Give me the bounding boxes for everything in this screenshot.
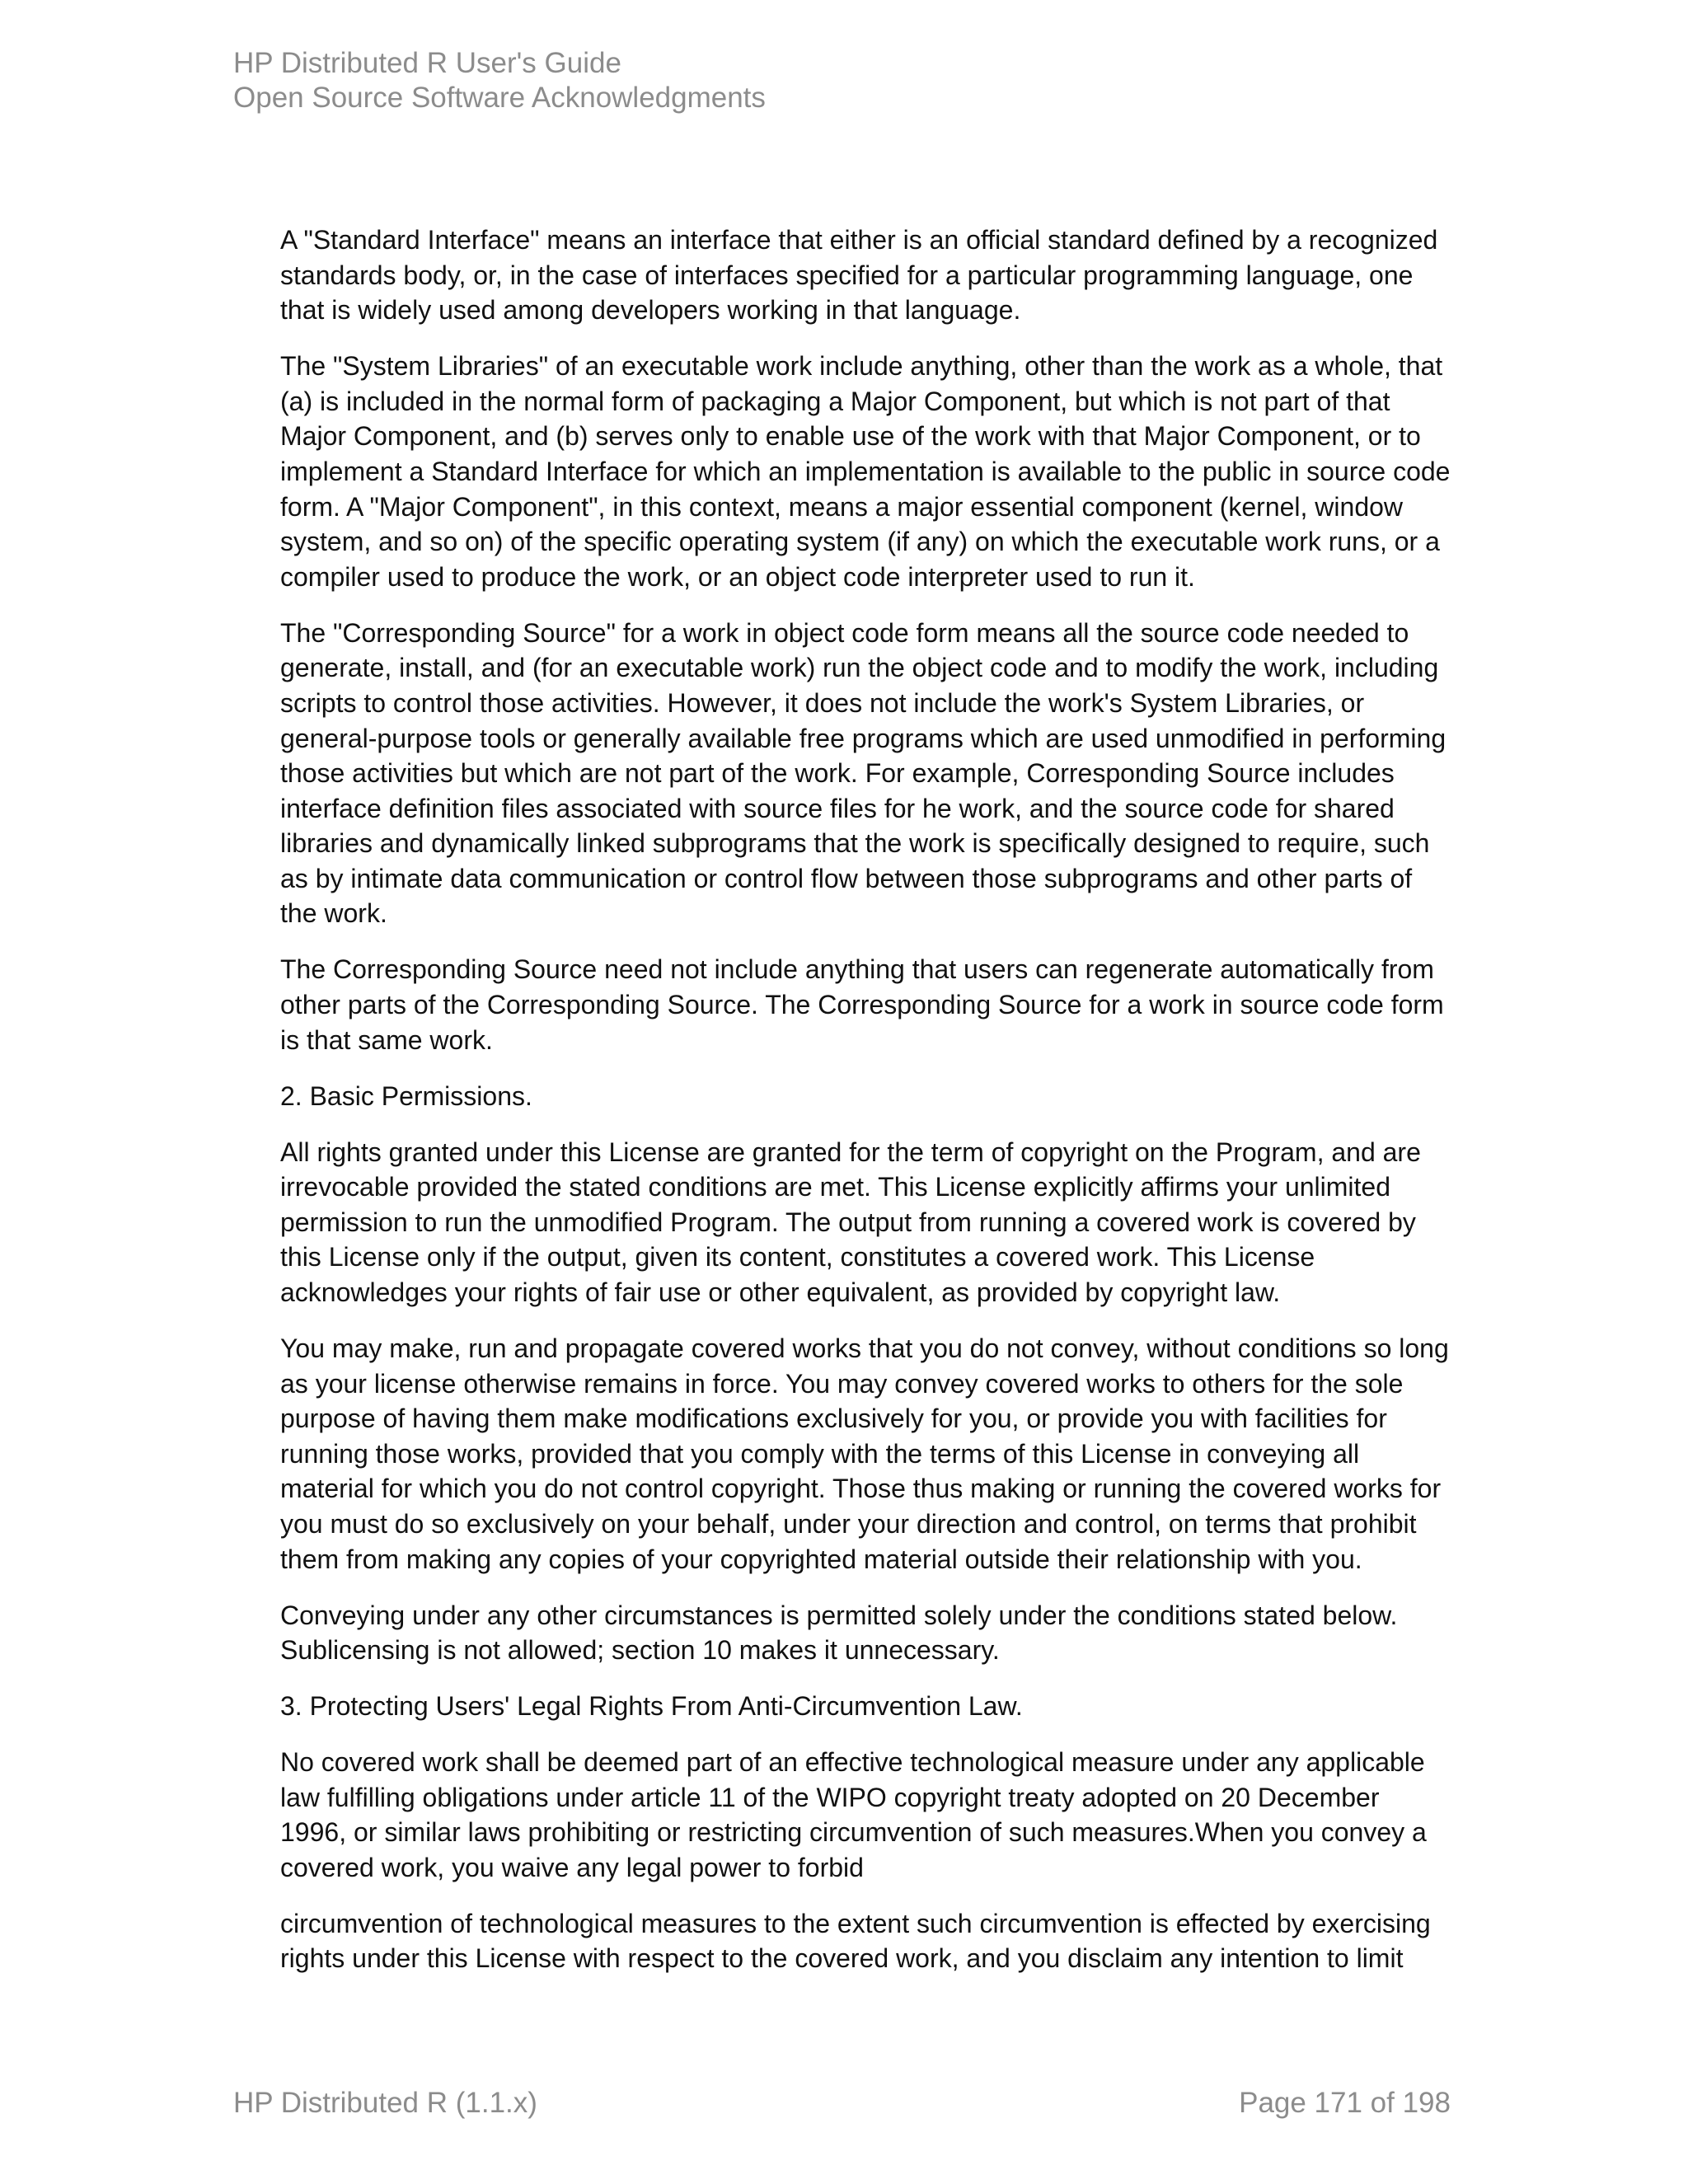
section-heading-anti-circumvention: 3. Protecting Users' Legal Rights From Anti-Circumvention Law.: [280, 1691, 1023, 1722]
paragraph-technological-measure: No covered work shall be deemed part of an effective technological measure under any applicable law fulfilling obligations under article 11 of the WIPO copyright treaty adopted on 20 December 1996, or similar laws prohibiting or restricting circumvention of such measures.When you convey a covered work, you waive any legal power to forbid: [280, 1747, 1427, 1882]
paragraph-corresponding-source: The "Corresponding Source" for a work in object code form means all the source code needed to generate, install, and (for an executable work) run the object code and to modify the work, including scripts to control those activities. However, it does not include the work's System Libraries, or general-purpose tools or generally available free programs which are used unmodified in performing those activities but which are not part of the work. For example, Corresponding Source includes interface definition files associated with source files for he work, and the source code for shared libraries and dynamically linked subprograms that the work is specifically designed to require, such as by intimate data communication or control flow between those subprograms and other parts of the work.: [280, 617, 1447, 929]
body-content: [280, 223, 1451, 1997]
paragraph-rights-granted: All rights granted under this License are granted for the term of copyright on the Program, and are irrevocable provided the stated conditions are met. This License explicitly affirms your unlimited permission to run the unmodified Program. The output from running a covered work is covered by this License only if the output, given its content, constitutes a covered work. This License acknowledges your rights of fair use or other equivalent, as provided by copyright law.: [280, 1137, 1421, 1307]
paragraph-make-run-propagate: You may make, run and propagate covered works that you do not convey, without conditions so long as your license otherwise remains in force. You may convey covered works to others for the sole purpose of having them make modifications exclusively for you, or provide you with facilities for running those works, provided that you comply with the terms of this License in conveying all material for which you do not control copyright. Those thus making or running the covered works for you must do so exclusively on your behalf, under your direction and control, on terms that prohibit them from making any copies of your copyrighted material outside their relationship with you.: [280, 1333, 1449, 1574]
footer-product: HP Distributed R (1.1.x): [233, 2087, 537, 2119]
paragraph-regenerate: The Corresponding Source need not include anything that users can regenerate automatically from other parts of the Corresponding Source. The Corresponding Source for a work in source code form is that same work.: [280, 954, 1444, 1055]
section-title: Open Source Software Acknowledgments: [233, 82, 766, 114]
page-footer: [233, 2085, 1451, 2121]
paragraph-standard-interface: A "Standard Interface" means an interface that either is an official standard defined by a recognized standards body, or, in the case of interfaces specified for a particular programming language, one that is widely used among developers working in that language.: [280, 225, 1438, 326]
paragraph-conveying: Conveying under any other circumstances is permitted solely under the conditions stated below. Sublicensing is not allowed; section 10 makes it unnecessary.: [280, 1600, 1398, 1666]
document-title: HP Distributed R User's Guide: [233, 47, 621, 79]
paragraph-system-libraries: The "System Libraries" of an executable work include anything, other than the work as a whole, that (a) is included in the normal form of packaging a Major Component, but which is not part of that Major Component, and (b) serves only to enable use of the work with that Major Component, or to implement a Standard Interface for which an implementation is available to the public in source code form. A "Major Component", in this context, means a major essential component (kernel, window system, and so on) of the specific operating system (if any) on which the executable work runs, or a compiler used to produce the work, or an object code interpreter used to run it.: [280, 351, 1451, 592]
paragraph-circumvention: circumvention of technological measures to the extent such circumvention is effected by exercising rights under this License with respect to the covered work, and you disclaim any intention to limit: [280, 1908, 1431, 1974]
page-header: [233, 46, 766, 115]
footer-page-number: Page 171 of 198: [1239, 2087, 1451, 2119]
section-heading-basic-permissions: 2. Basic Permissions.: [280, 1080, 532, 1111]
